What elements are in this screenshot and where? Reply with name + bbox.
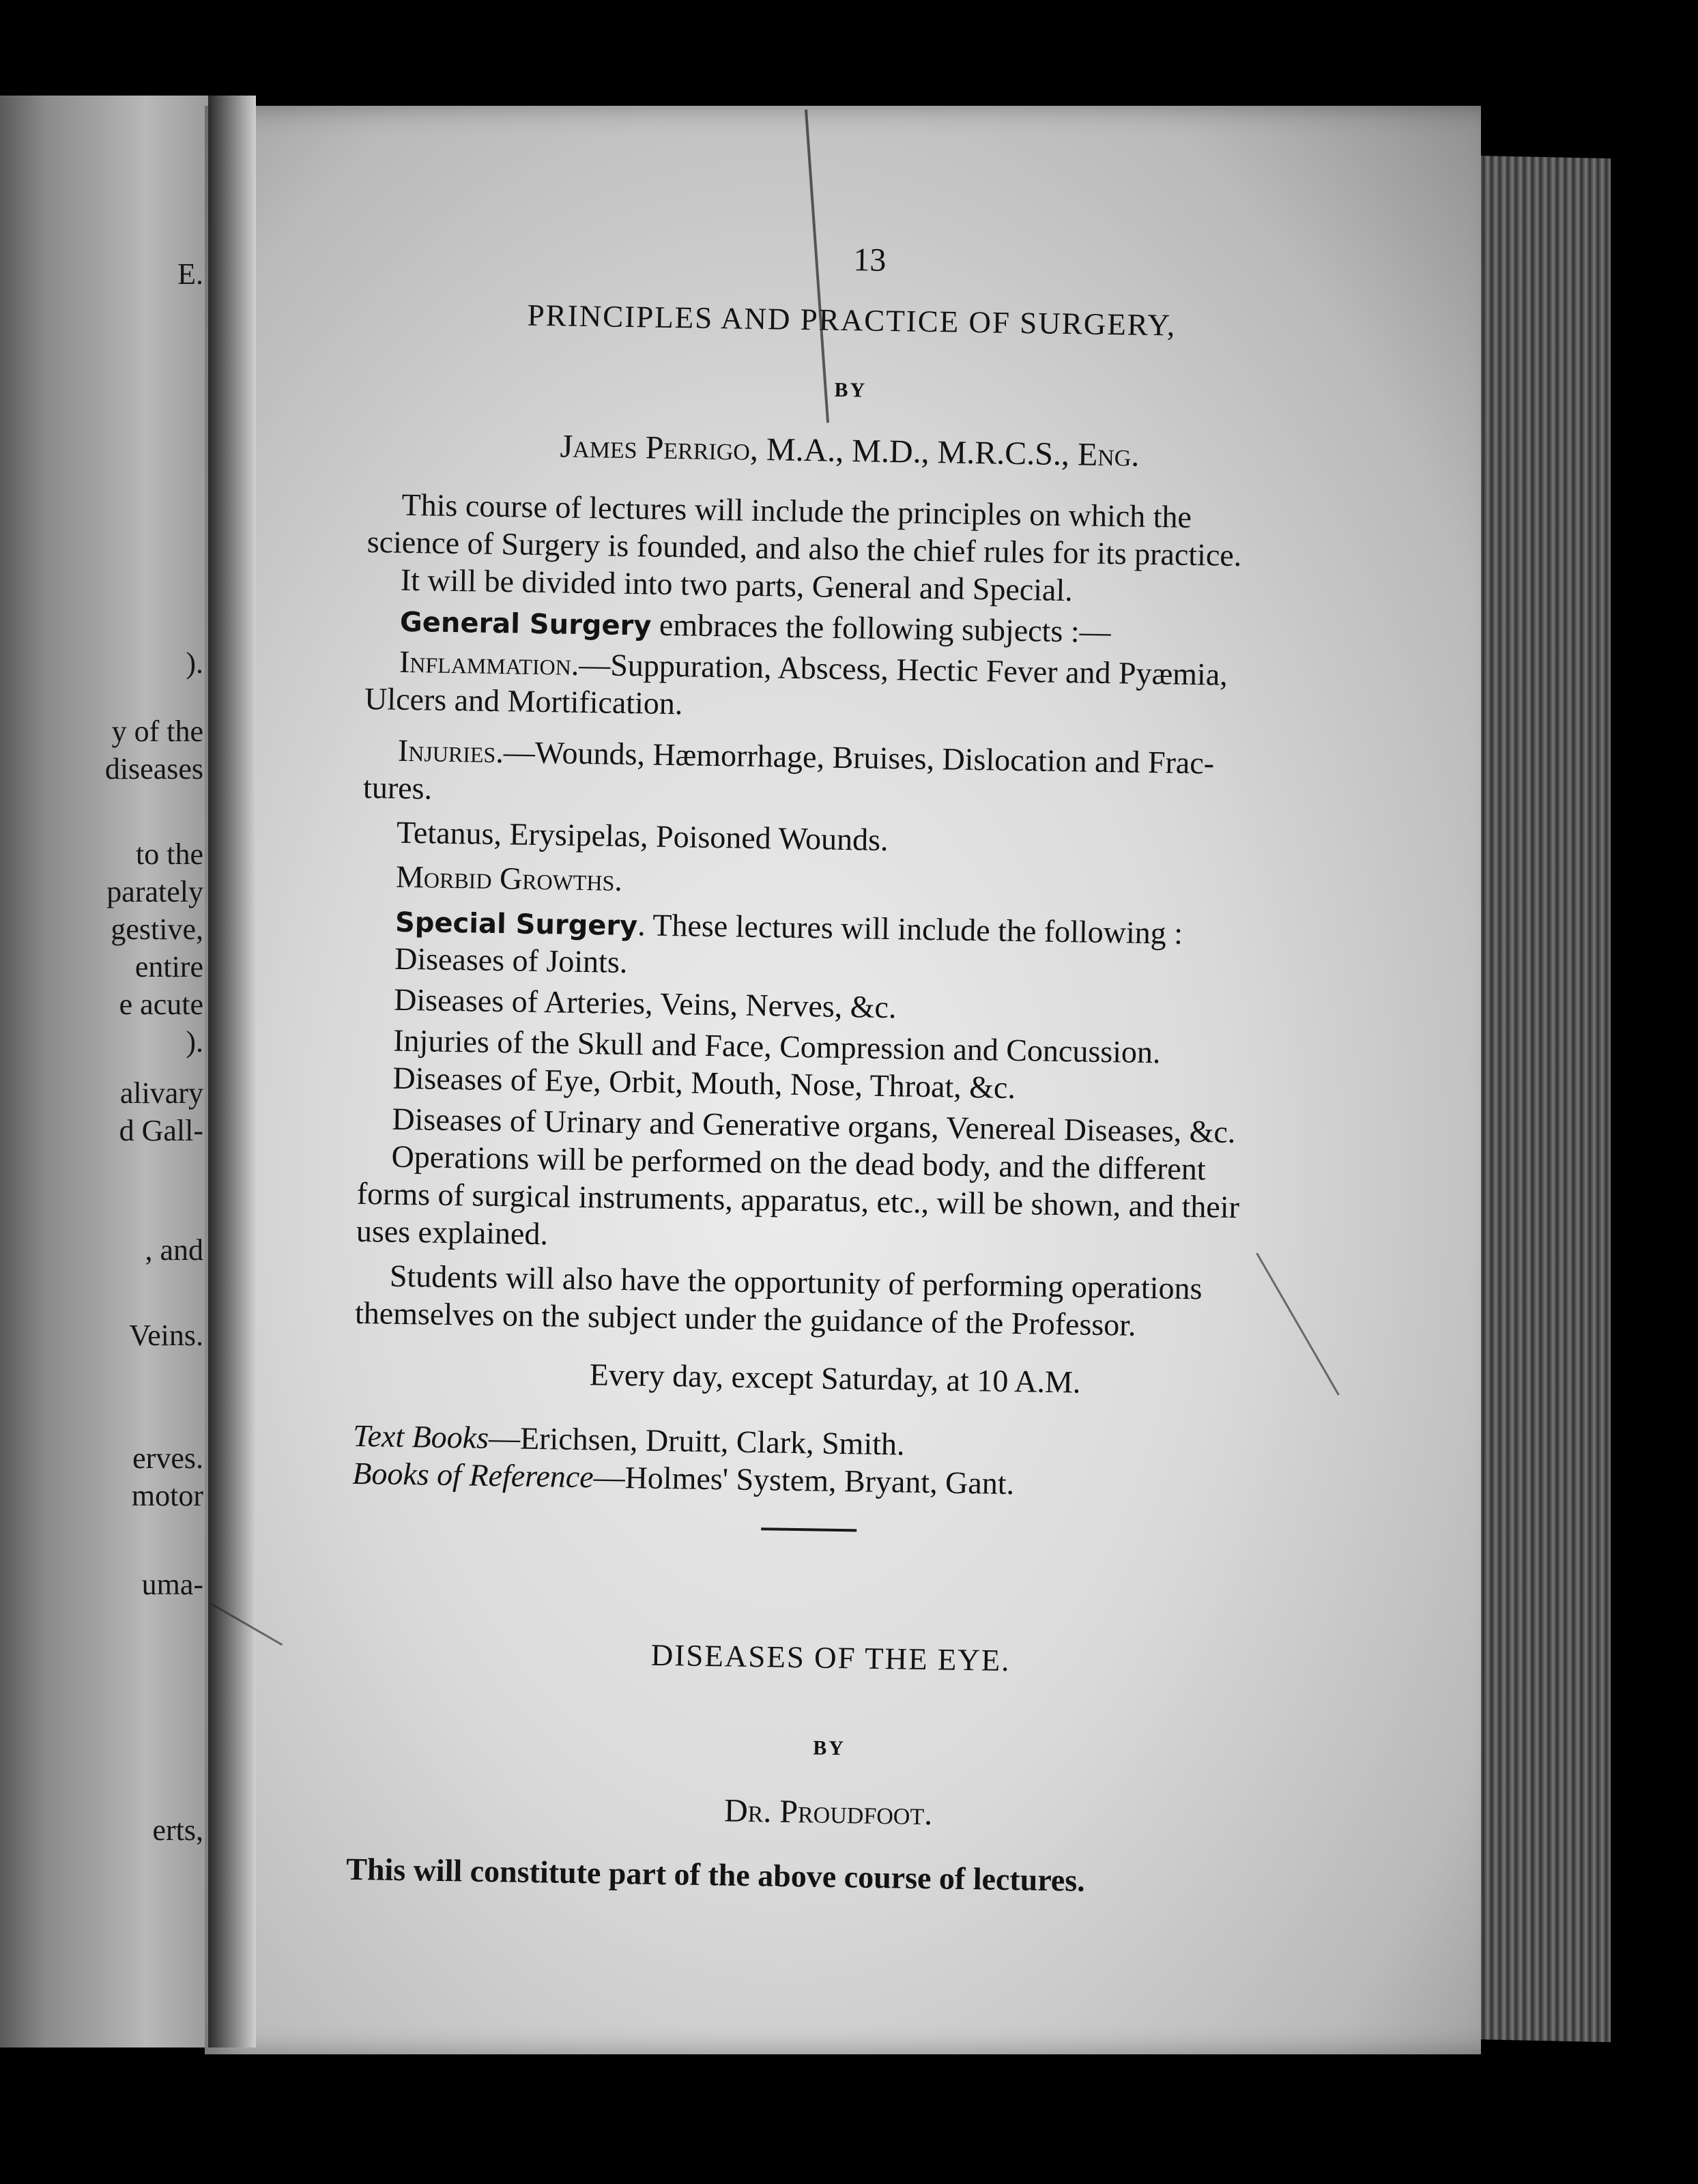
section2-note: This will constitute part of the above course of lectures. [345,1851,1086,1898]
left-fragment: e acute [119,988,203,1021]
left-fragment: parately [106,875,203,908]
left-fragment: erves. [132,1441,203,1475]
textbooks-label: Text Books [352,1418,489,1455]
special-item: Injuries of the Skull and Face, Compression and Concussion. [392,1022,1161,1070]
left-fragment: entire [134,950,203,983]
section-title: PRINCIPLES AND PRACTICE OF SURGERY, [527,298,1177,343]
left-fragment: ). [186,646,203,680]
by-label: BY [834,378,867,402]
left-fragment: uma- [141,1568,203,1601]
left-fragment: alivary [119,1076,203,1110]
operations-text: uses explained. [356,1213,549,1252]
left-fragment: E. [177,257,203,291]
special-surgery-text: . These lectures will include the following : [637,907,1183,951]
textbooks-text: —Erichsen, Druitt, Clark, Smith. [488,1420,905,1462]
special-item: Diseases of Arteries, Veins, Nerves, &c. [393,981,897,1025]
section2-by-label: BY [813,1736,846,1760]
injuries-line [398,734,1215,781]
left-fragment: ). [186,1025,203,1059]
reference-text: —Holmes' System, Bryant, Gant. [593,1459,1015,1502]
students-text: Students will also have the opportunity of performing operations [389,1258,1203,1306]
operations-text: forms of surgical instruments, apparatus, etc., will be shown, and their [356,1175,1240,1225]
left-fragment: motor [131,1479,203,1512]
left-fragment: Veins. [129,1319,203,1352]
intro-text: science of Surgery is founded, and also the chief rules for its practice. [366,523,1242,573]
students-text: themselves on the subject under the guidance of the Professor. [354,1295,1136,1342]
left-fragment: gestive, [111,913,203,946]
left-fragment: diseases [104,752,203,786]
operations-text: Operations will be performed on the dead body, and the different [391,1138,1206,1187]
left-fragment: y of the [111,715,203,748]
special-item: Diseases of Urinary and Generative organs, Venereal Diseases, &c. [392,1101,1236,1150]
page-number: 13 [852,242,887,278]
reference-label: Books of Reference [351,1455,594,1495]
special-item: Diseases of Eye, Orbit, Mouth, Nose, Throat, &c. [392,1060,1016,1106]
section2-title: DISEASES OF THE EYE. [650,1637,1011,1678]
textbooks-line [353,1419,905,1462]
morbid-growths-line: Morbid Growths. [395,859,623,897]
right-page [205,106,1481,2054]
left-fragment: to the [136,837,203,871]
inflammation-label: Inflammation. [399,644,579,682]
special-surgery-label: Special Surgery [394,906,638,943]
inflammation-text: —Suppuration, Abscess, Hectic Fever and Pyæmia, [578,646,1228,692]
book-gutter [208,96,256,2048]
injuries-text: —Wounds, Hæmorrhage, Bruises, Dislocation and Frac- [503,734,1215,781]
general-surgery-line [400,604,1111,650]
injuries-label: Injuries. [397,732,504,770]
section2-author: Dr. Proudfoot. [723,1792,933,1833]
tetanus-line: Tetanus, Erysipelas, Poisoned Wounds. [396,814,889,858]
left-fragment: , and [145,1233,203,1267]
reference-line [352,1456,1015,1502]
general-surgery-text: embraces the following subjects :— [651,607,1112,650]
page-text [186,96,1493,2064]
page-edges [1467,156,1611,2042]
intro-text: This course of lectures will include the principles on which the [401,487,1192,534]
author-name: James Perrigo, M.A., M.D., M.R.C.S., Eng. [560,428,1140,474]
inflammation-cont: Ulcers and Mortification. [364,680,683,721]
left-fragment: d Gall- [119,1114,203,1147]
intro-text: It will be divided into two parts, General and Special. [400,562,1074,608]
section-divider [761,1527,857,1532]
general-surgery-label: General Surgery [399,606,652,642]
schedule-line: Every day, except Saturday, at 10 A.M. [589,1357,1081,1400]
left-fragment: erts, [152,1813,203,1847]
special-item: Diseases of Joints. [394,940,628,980]
injuries-cont: tures. [362,769,433,806]
